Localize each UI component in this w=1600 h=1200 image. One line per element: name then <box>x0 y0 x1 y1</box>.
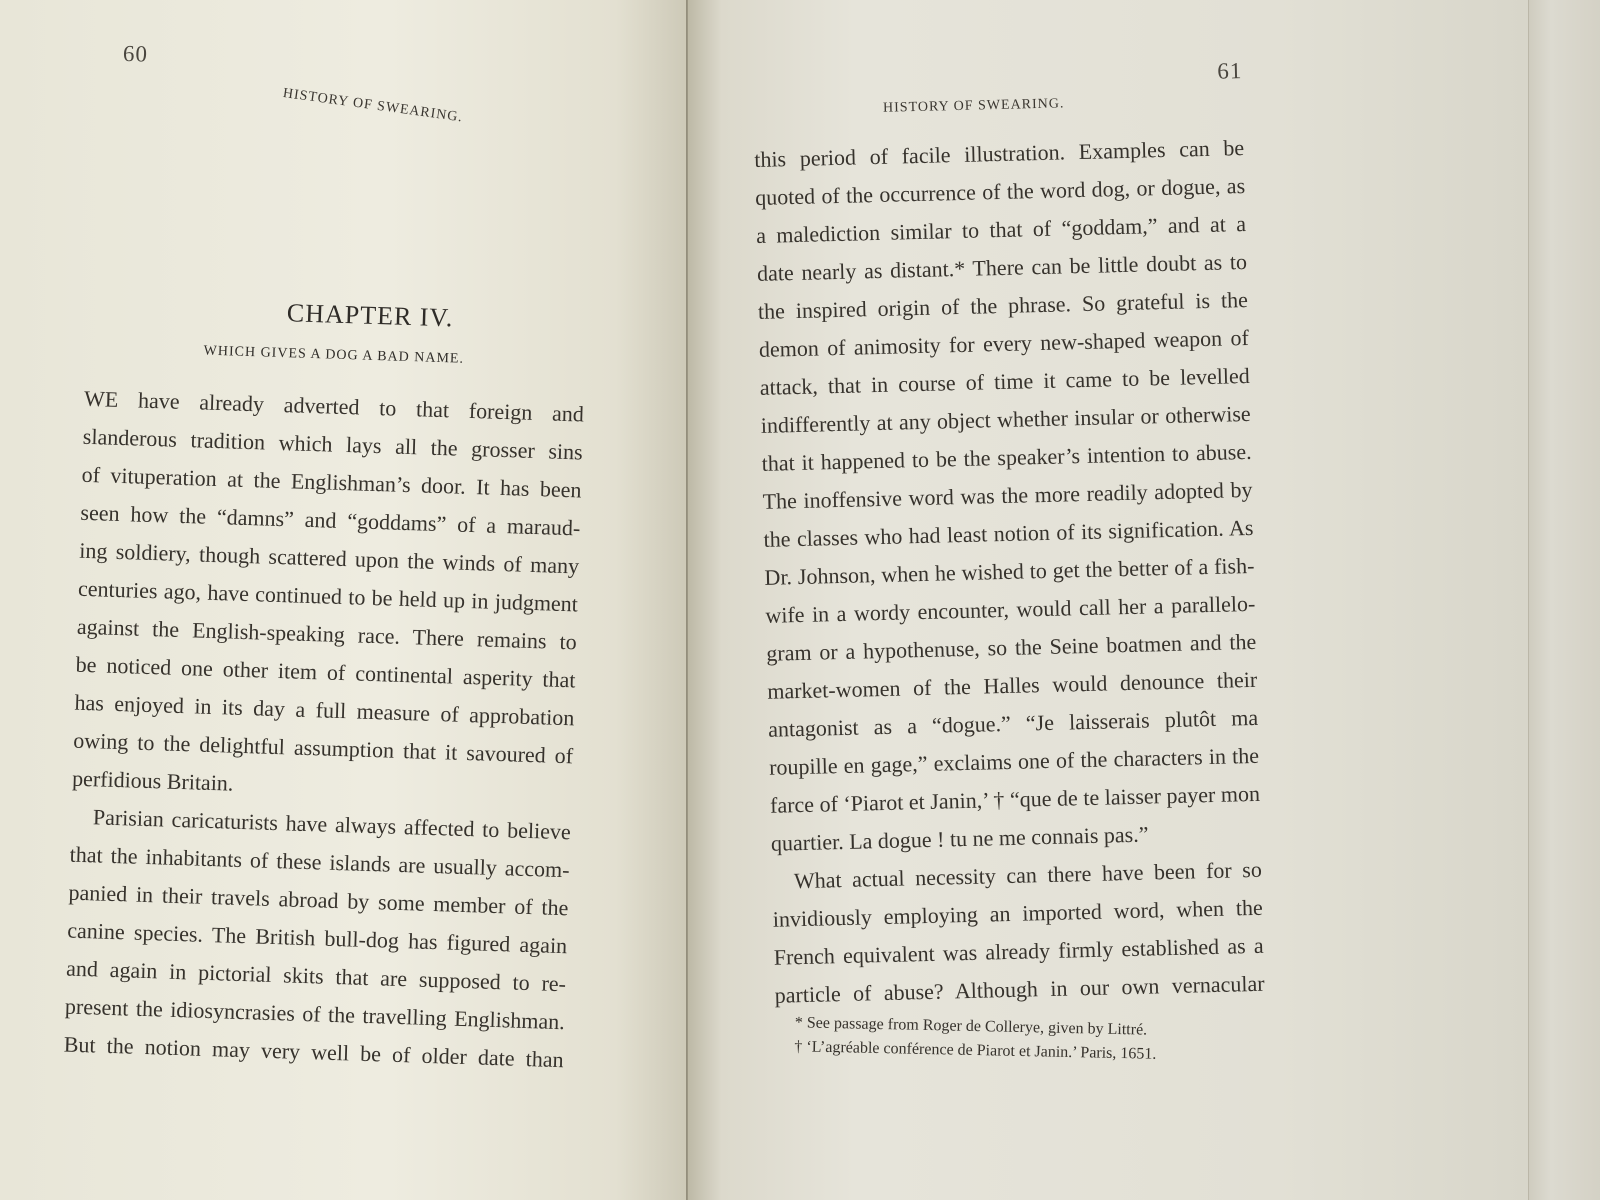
text-line: of vituperation at the Englishman’s door. It has been <box>81 461 582 503</box>
left-body-text <box>63 380 584 1079</box>
text-line: antagonist as a “dogue.” “Je laisserais plutôt ma <box>767 704 1259 742</box>
text-line: that it happened to be the speaker’s intention to abuse. <box>761 438 1252 476</box>
footnote: † ‘L’agréable conférence de Piarot et Janin.’ Paris, 1651. <box>794 1038 1157 1063</box>
text-line: has enjoyed in its day a full measure of approbation <box>74 689 575 731</box>
right-running-head: HISTORY OF SWEARING. <box>882 96 1065 116</box>
text-line: a malediction similar to that of “goddam,” and at a <box>755 210 1247 248</box>
text-line: canine species. The British bull-dog has figured again <box>67 917 568 959</box>
text-line: invidiously employing an imported word, when the <box>772 894 1264 932</box>
text-line: centuries ago, have continued to be held up in judgment <box>77 575 579 617</box>
text-line: the classes who had least notion of its signification. As <box>763 514 1254 552</box>
footnote: * See passage from Roger de Collerye, given by Littré. <box>794 1014 1148 1039</box>
text-line: against the English-speaking race. There remains to <box>76 613 578 655</box>
text-line: What actual necessity can there have been for so <box>793 856 1263 894</box>
text-line: Parisian caricaturists have always affected to believe <box>92 804 572 845</box>
text-line: The inoffensive word was the more readily adopted by <box>762 476 1253 514</box>
right-text-block <box>752 54 1265 1063</box>
text-line: ing soldiery, though scattered upon the winds of many <box>78 537 580 579</box>
text-line: WE have already adverted to that foreign and <box>83 385 585 427</box>
text-line: present the idiosyncrasies of the travelling Englishman. <box>64 993 566 1035</box>
text-line: perfidious Britain. <box>71 765 234 796</box>
text-line: French equivalent was already firmly established as a <box>773 932 1264 970</box>
text-line: gram or a hypothenuse, so the Seine boatmen and the <box>766 628 1257 666</box>
text-line: wife in a wordy encounter, would call her a parallelo- <box>765 590 1256 628</box>
text-line: Dr. Johnson, when he wished to get the better of a fish- <box>764 552 1255 590</box>
text-line: roupille en gage,” exclaims one of the characters in the <box>768 742 1260 780</box>
text-line: date nearly as distant.* There can be little doubt as to <box>756 248 1248 286</box>
chapter-subtitle: WHICH GIVES A DOG A BAD NAME. <box>203 343 465 367</box>
text-line: indifferently at any object whether insular or otherwise <box>760 400 1251 438</box>
text-line: particle of abuse? Although in our own vernacular <box>774 970 1265 1008</box>
left-text-block <box>63 20 596 1073</box>
right-page <box>688 0 1530 1200</box>
text-line: seen how the “damns” and “goddams” of a maraud- <box>80 499 581 541</box>
text-line: slanderous tradition which lays all the grosser sins <box>82 423 584 465</box>
right-page-number: 61 <box>1216 58 1243 84</box>
text-line: and again in pictorial skits that are supposed to re- <box>65 955 567 997</box>
left-running-head: HISTORY OF SWEARING. <box>281 85 464 126</box>
chapter-title: CHAPTER IV. <box>286 298 454 333</box>
text-line: quartier. La dogue ! tu ne me connais pas.” <box>770 821 1149 856</box>
text-line: But the notion may very well be of older date than <box>63 1031 564 1073</box>
text-line: owing to the delightful assumption that it savoured of <box>72 727 574 769</box>
left-page-number: 60 <box>122 40 149 67</box>
left-page <box>0 0 700 1200</box>
text-line: demon of animosity for every new-shaped weapon of <box>758 324 1250 362</box>
text-line: quoted of the occurrence of the word dog, or dogue, as <box>754 172 1246 210</box>
text-line: market-women of the Halles would denounce their <box>766 666 1258 704</box>
footnotes <box>794 1011 1265 1069</box>
text-line: the inspired origin of the phrase. So grateful is the <box>757 286 1249 324</box>
right-body-text <box>754 129 1265 1015</box>
text-line: this period of facile illustration. Examples can be <box>753 135 1245 172</box>
text-line: farce of ‘Piarot et Janin,’ † “que de te laisser payer mon <box>769 780 1261 818</box>
text-line: be noticed one other item of continental asperity that <box>75 651 576 693</box>
text-line: panied in their travels abroad by some member of the <box>68 879 569 921</box>
text-line: that the inhabitants of these islands are usually accom- <box>69 841 570 883</box>
text-line: attack, that in course of time it came to be levelled <box>759 362 1251 400</box>
page-fore-edge <box>1528 0 1600 1200</box>
